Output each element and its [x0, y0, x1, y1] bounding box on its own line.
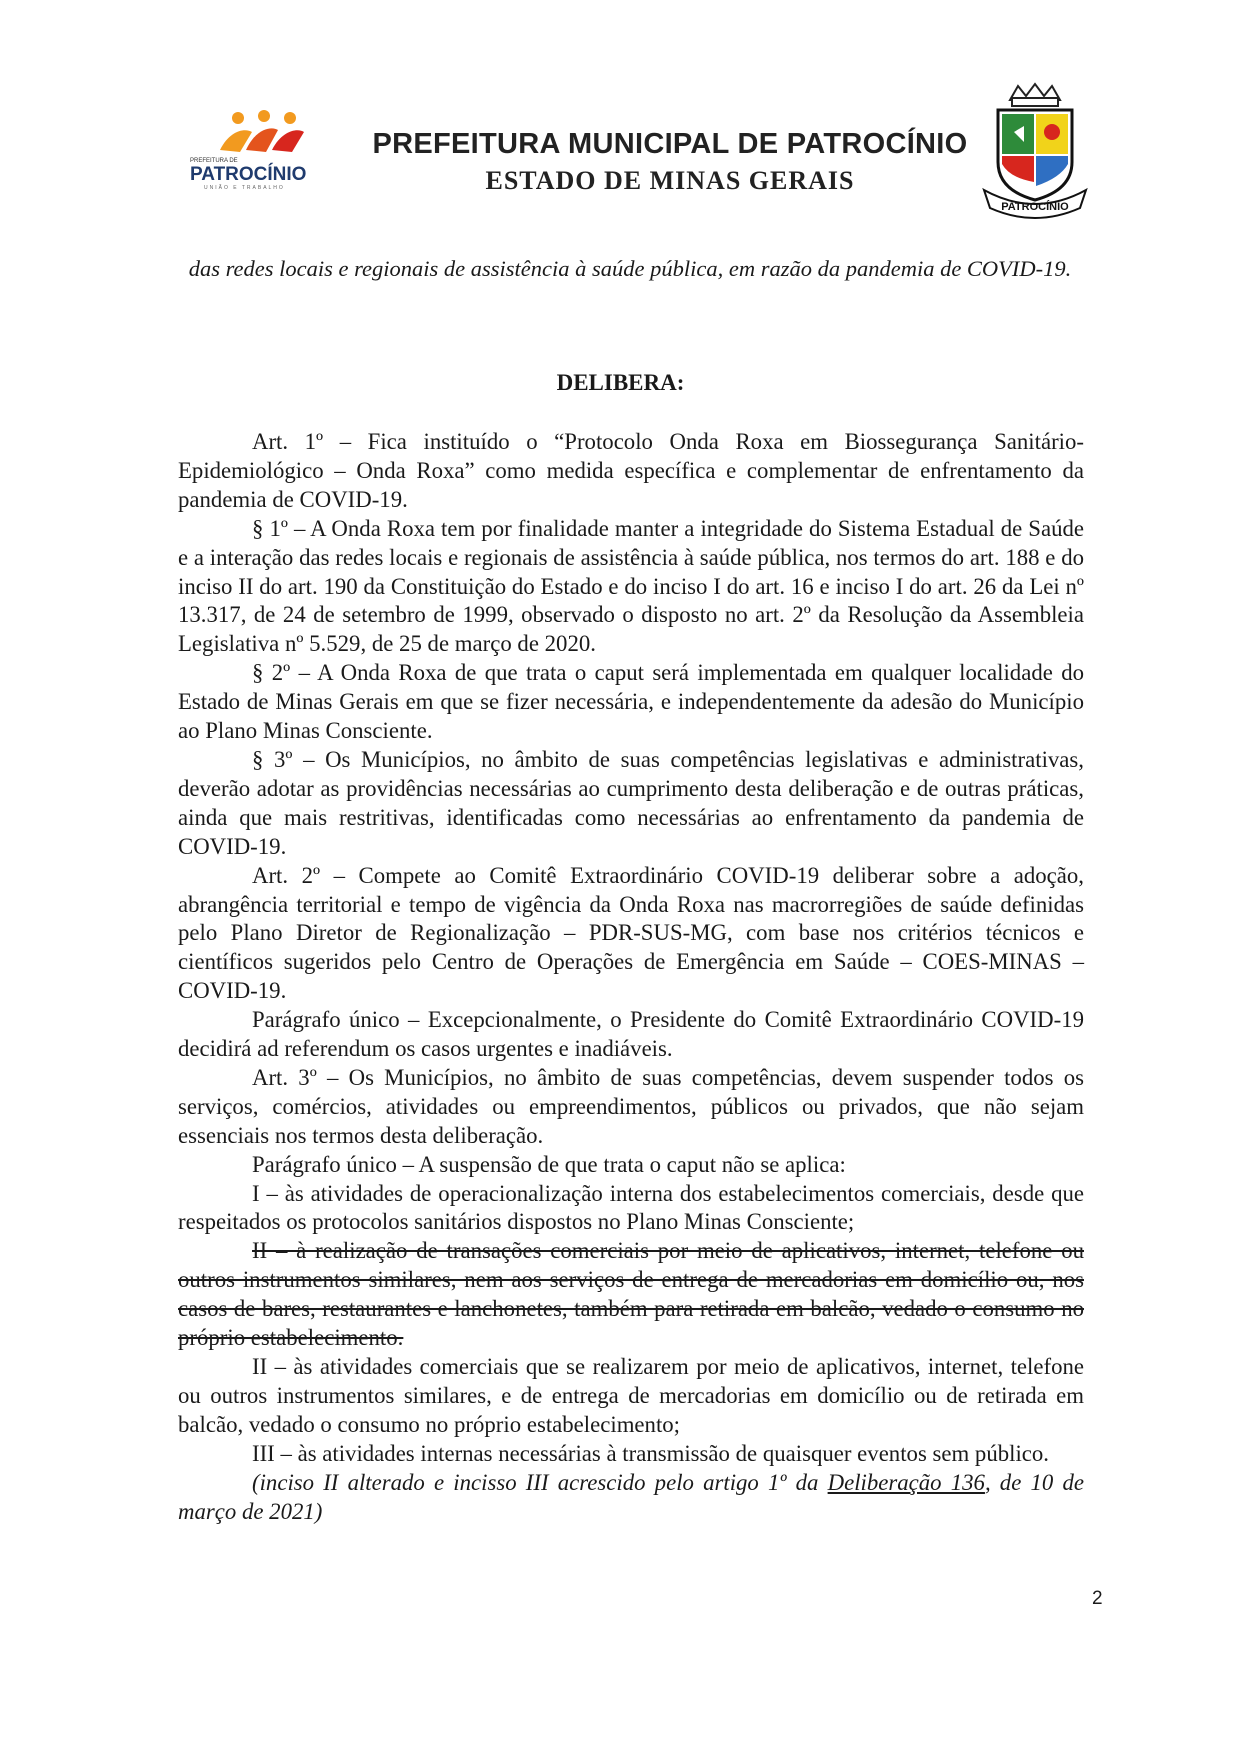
- article-1-paragraph-3: § 3º – Os Municípios, no âmbito de suas competências legislativas e administrativas, deverão adotar as providências necessárias ao cumprimento desta deliberação e de outras práticas, ainda que mais restritivas, identificadas como necessárias ao enfrentamento da pandemia de COVID-19.: [178, 746, 1084, 859]
- document-body: [178, 428, 1084, 1526]
- section-heading: DELIBERA:: [556, 370, 685, 395]
- article-1: Art. 1º – Fica instituído o “Protocolo Onda Roxa em Biossegurança Sanitário-Epidemiológico – Onda Roxa” como medida específica e complementar de enfrentamento da pandemia de COVID-19.: [178, 429, 1084, 512]
- intro-text: das redes locais e regionais de assistência à saúde pública, em razão da pandemia de COVID-19.: [188, 256, 1072, 281]
- page-header: [0, 70, 1241, 230]
- page-subtitle: ESTADO DE MINAS GERAIS: [485, 166, 855, 195]
- amendment-note-before: (inciso II alterado e incisso III acrescido pelo artigo 1º da: [252, 1469, 828, 1495]
- amendment-note-after: , de 10 de março de 2021): [178, 1469, 1084, 1524]
- article-2-sole-paragraph: Parágrafo único – Excepcionalmente, o Presidente do Comitê Extraordinário COVID-19 decidirá ad referendum os casos urgentes e inadiáveis.: [178, 1007, 1084, 1062]
- item-i: I – às atividades de operacionalização interna dos estabelecimentos comerciais, desde que respeitados os protocolos sanitários dispostos no Plano Minas Consciente;: [178, 1180, 1084, 1235]
- svg-text:UNIÃO E TRABALHO: UNIÃO E TRABALHO: [204, 185, 285, 190]
- amendment-note: [178, 1469, 1084, 1527]
- prefeitura-logo: [190, 110, 340, 190]
- item-iii: III – às atividades internas necessárias à transmissão de quaisquer eventos sem público.: [252, 1440, 1050, 1466]
- item-ii: II – às atividades comerciais que se realizarem por meio de aplicativos, internet, telefone ou outros instrumentos similares, e de entrega de mercadorias em domicílio ou de retirada em balcão, vedado o consumo no próprio estabelecimento;: [178, 1354, 1084, 1437]
- page-number: 2: [1092, 1588, 1103, 1609]
- item-ii-revoked: II – à realização de transações comerciais por meio de aplicativos, internet, telefone ou outros instrumentos similares, nem aos serviços de entrega de mercadorias em domicílio ou, nos casos de bares, restaurantes e lanchonetes, também para retirada em balcão, vedado o consumo no próprio estabelecimento.: [178, 1238, 1084, 1351]
- article-2: Art. 2º – Compete ao Comitê Extraordinário COVID-19 deliberar sobre a adoção, abrangência territorial e tempo de vigência da Onda Roxa nas macrorregiões de saúde definidas pelo Plano Diretor de Regionalização – PDR-SUS-MG, com base nos critérios técnicos e científicos sugeridos pelo Centro de Operações de Emergência em Saúde – COES-MINAS – COVID-19.: [178, 862, 1084, 1004]
- deliberation-link[interactable]: Deliberação 136: [827, 1469, 985, 1495]
- svg-text:PREFEITURA DE: PREFEITURA DE: [190, 158, 238, 164]
- page-title: PREFEITURA MUNICIPAL DE PATROCÍNIO: [372, 128, 968, 160]
- article-3: Art. 3º – Os Municípios, no âmbito de suas competências, devem suspender todos os serviços, comércios, atividades ou empreendimentos, públicos ou privados, que não sejam essenciais nos termos desta deliberação.: [178, 1064, 1084, 1148]
- svg-text:PATROCÍNIO: PATROCÍNIO: [190, 164, 307, 185]
- municipal-crest-icon: [980, 82, 1090, 222]
- svg-text:PATROCÍNIO: PATROCÍNIO: [1001, 201, 1069, 213]
- article-1-paragraph-2: § 2º – A Onda Roxa de que trata o caput será implementada em qualquer localidade do Estado de Minas Gerais em que se fizer necessária, e independentemente da adesão do Município ao Plano Minas Consciente.: [178, 660, 1084, 744]
- article-3-sole-paragraph: Parágrafo único – A suspensão de que trata o caput não se aplica:: [252, 1151, 846, 1177]
- article-1-paragraph-1: § 1º – A Onda Roxa tem por finalidade manter a integridade do Sistema Estadual de Saúde e a interação das redes locais e regionais de assistência à saúde pública, nos termos do art. 188 e do inciso II do art. 190 da Constituição do Estado e do inciso I do art. 16 e inciso I do art. 26 da Lei nº 13.317, de 24 de setembro de 1999, observado o disposto no art. 2º da Resolução da Assembleia Legislativa nº 5.529, de 25 de março de 2020.: [178, 515, 1084, 657]
